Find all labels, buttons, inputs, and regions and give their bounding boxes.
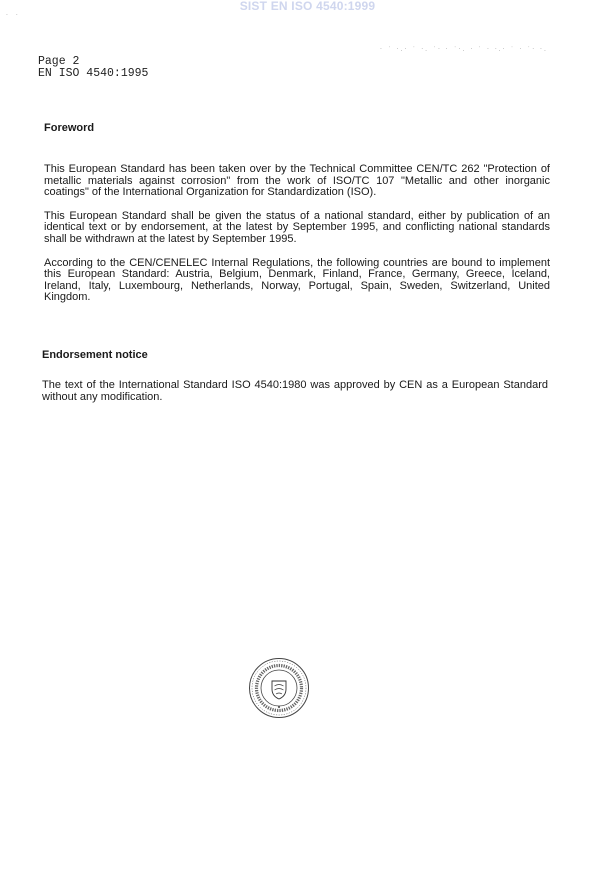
scan-speck: · · xyxy=(6,12,21,19)
standard-reference: EN ISO 4540:1995 xyxy=(38,67,149,80)
foreword-body xyxy=(44,164,550,316)
endorsement-body xyxy=(42,380,548,415)
endorsement-heading: Endorsement notice xyxy=(42,349,148,361)
scan-noise: · ˙ ·.· ˙ ·. ˙· · ˙·. · ˙ · ·.· ˙ · ˙· ·. xyxy=(380,46,548,53)
page-number: Page 2 xyxy=(38,55,80,68)
page-header xyxy=(38,56,148,80)
endorsement-section xyxy=(42,349,548,361)
foreword-heading: Foreword xyxy=(44,122,95,134)
foreword-paragraph: According to the CEN/CENELEC Internal Regulations, the following countries are bound to implement this European Standard: Austria, Belgium, Denmark, Finland, France, Germany, Greece, Iceland, Ireland, Italy, Luxembourg, Netherlands, Norway, Portugal, Spain, Sweden, Switzerland, United Kingdom. xyxy=(44,256,550,304)
foreword-paragraph: This European Standard shall be given the status of a national standard, either by publication of an identical text or by endorsement, at the latest by September 1995, and conflicting national standards shall be withdrawn at the latest by September 1995. xyxy=(44,209,550,245)
endorsement-paragraph: The text of the International Standard ISO 4540:1980 was approved by CEN as a European Standard without any modification. xyxy=(42,379,548,403)
office-seal-stamp xyxy=(248,657,310,719)
foreword-paragraph: This European Standard has been taken over by the Technical Committee CEN/TC 262 "Protection of metallic materials against corrosion" from the work of ISO/TC 107 "Metallic and other inorganic coatings" of the International Organization for Standardization (ISO). xyxy=(44,163,550,199)
watermark: SIST EN ISO 4540:1999 xyxy=(239,0,376,13)
foreword-section xyxy=(44,122,550,134)
